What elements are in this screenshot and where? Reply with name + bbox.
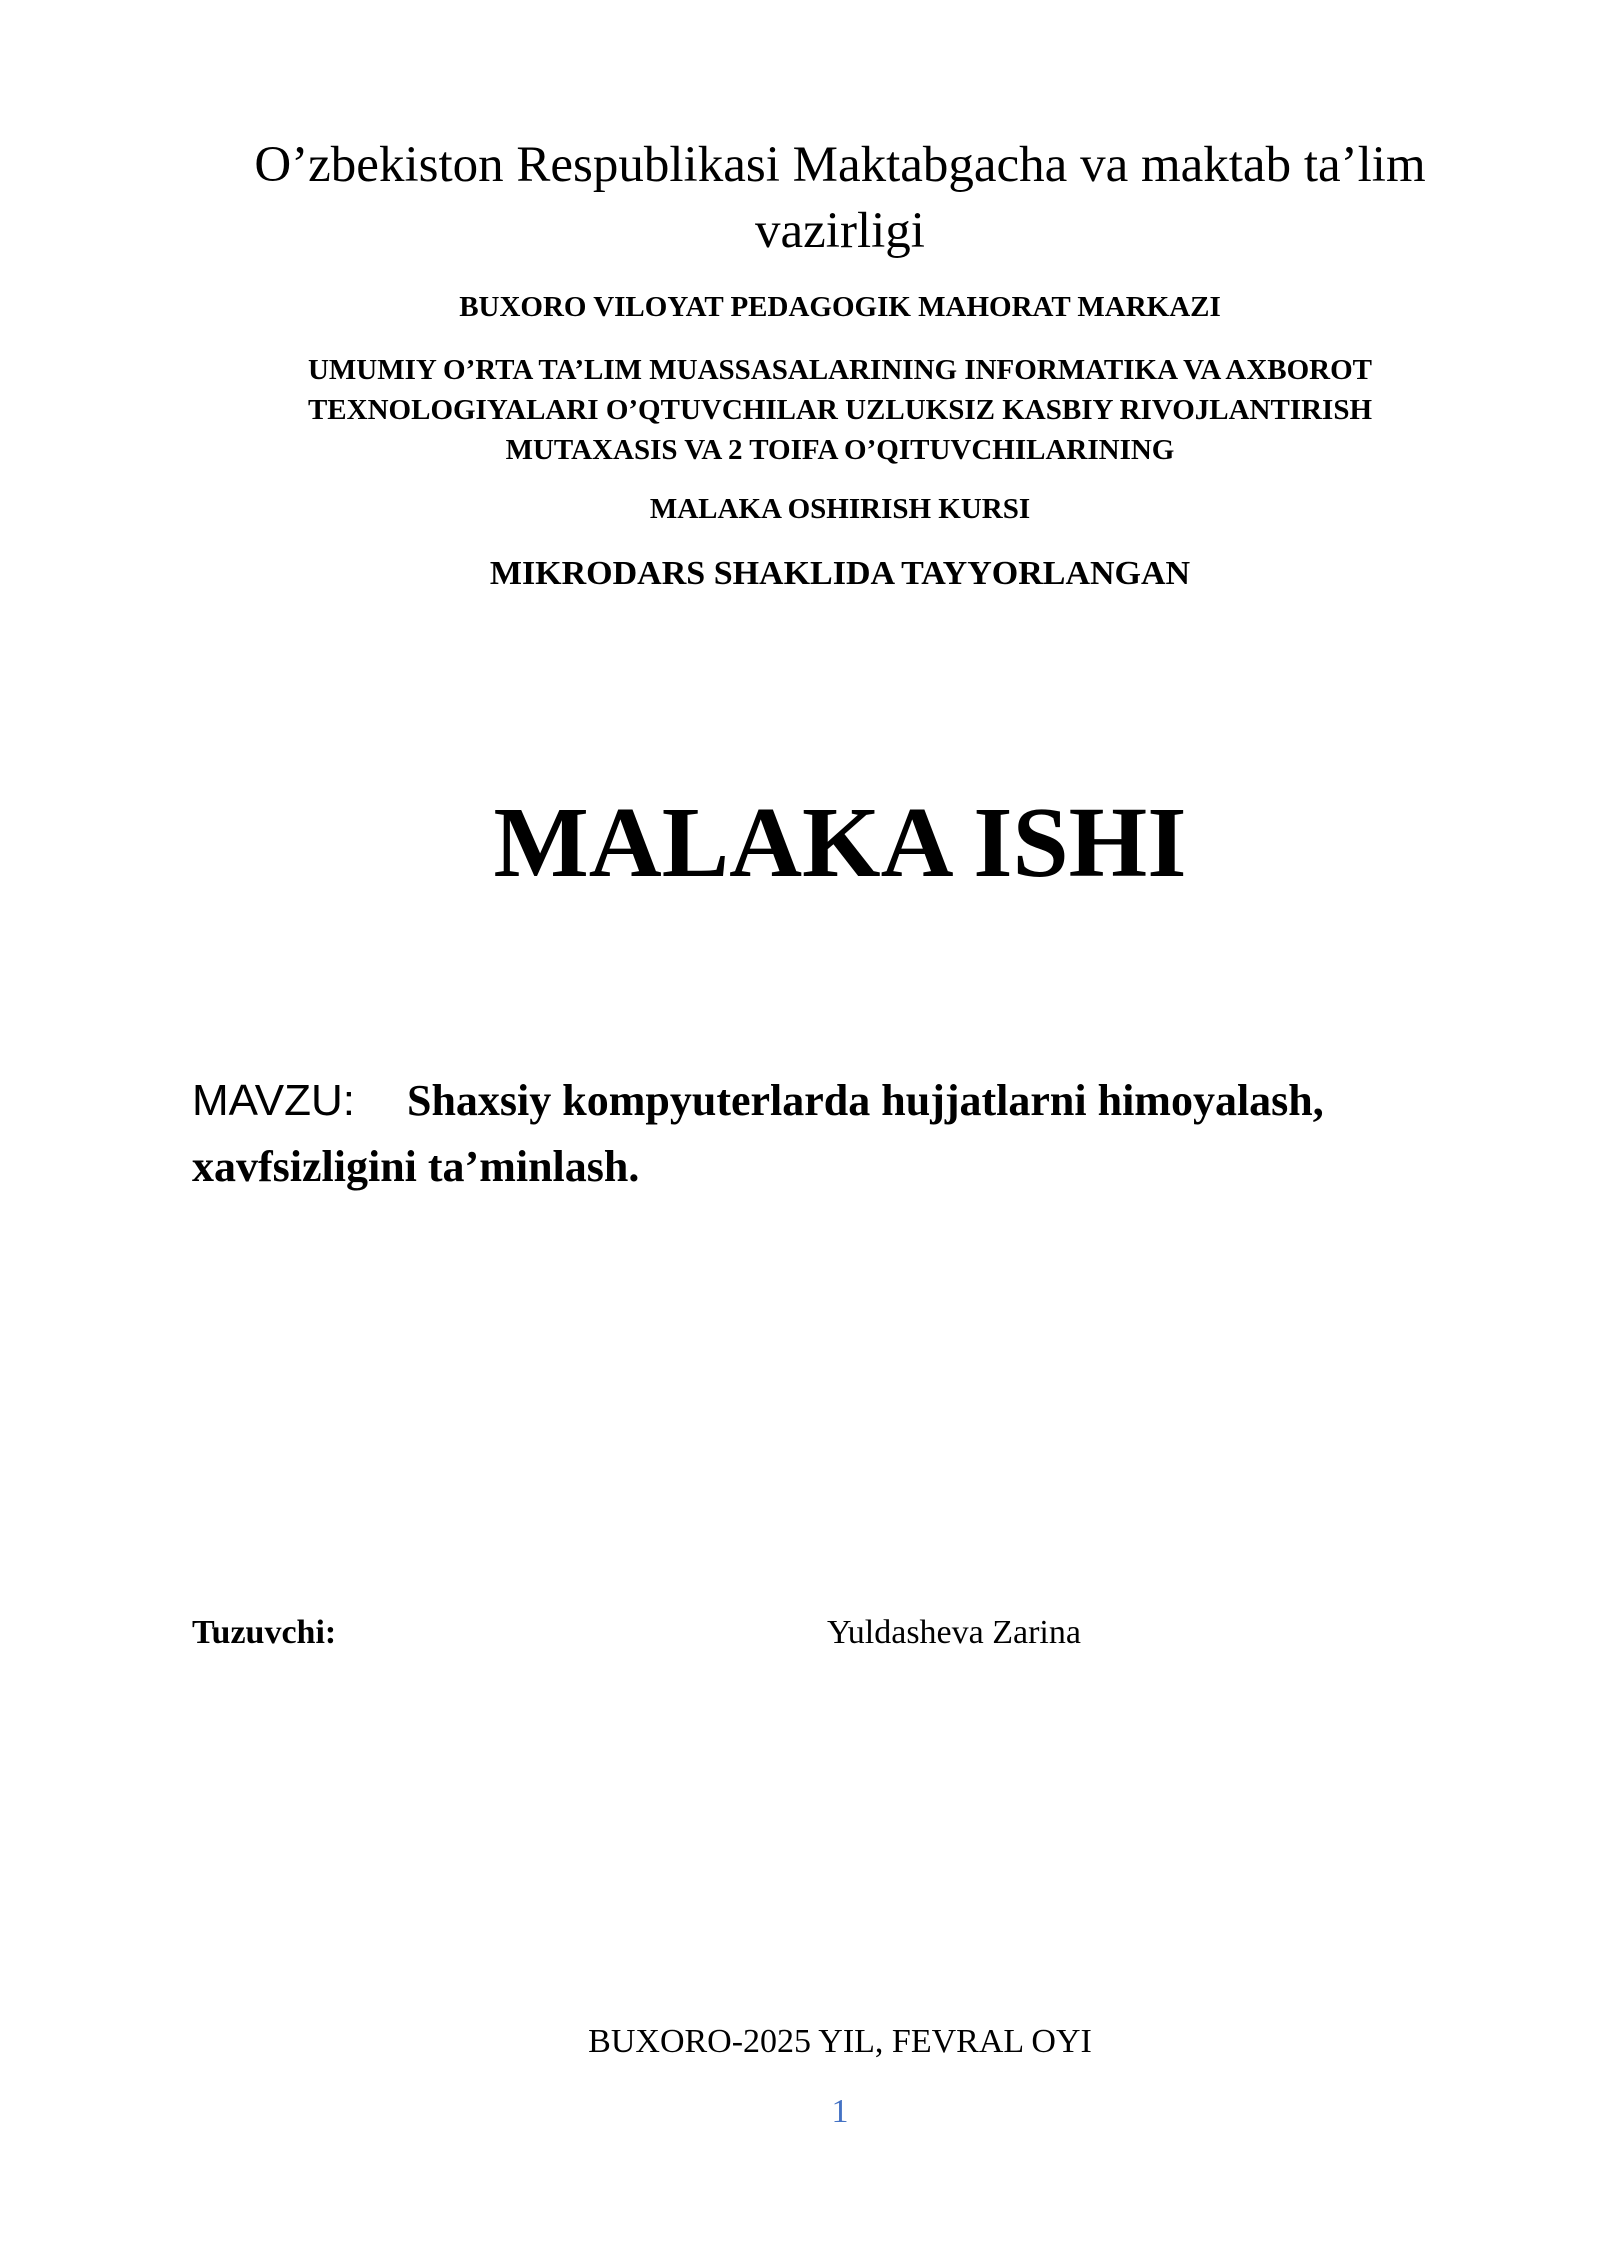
teachers-heading-line: MUTAXASIS VA 2 TOIFA O’QITUVCHILARINING: [505, 434, 1175, 466]
topic-label: MAVZU:: [192, 1076, 355, 1125]
document-title: MALAKA ISHI: [493, 786, 1187, 898]
teachers-heading-line: TEXNOLOGIYALARI O’QTUVCHILAR UZLUKSIZ KASBIY RIVOJLANTIRISH: [307, 394, 1373, 426]
footer-place-date: BUXORO-2025 YIL, FEVRAL OYI: [588, 2023, 1092, 2060]
ministry-heading: O’zbekiston Respublikasi Maktabgacha va maktab ta’lim vazirligi: [254, 137, 1426, 259]
page-number: 1: [831, 2093, 849, 2130]
center-name-heading: BUXORO VILOYAT PEDAGOGIK MAHORAT MARKAZI: [459, 291, 1221, 323]
topic-paragraph: [192, 1068, 1482, 1200]
teachers-heading: [190, 350, 1490, 470]
course-heading: MALAKA OSHIRISH KURSI: [649, 493, 1031, 525]
teachers-heading-line: UMUMIY O’RTA TA’LIM MUASSASALARINING INFORMATIKA VA AXBOROT: [307, 354, 1373, 386]
author-label: Tuzuvchi:: [192, 1614, 337, 1651]
author-name: Yuldasheva Zarina: [827, 1614, 1081, 1651]
topic-text: Shaxsiy kompyuterlarda hujjatlarni himoyalash, xavfsizligini ta’minlash.: [192, 1076, 1324, 1191]
prepared-form-heading: MIKRODARS SHAKLIDA TAYYORLANGAN: [489, 555, 1191, 592]
